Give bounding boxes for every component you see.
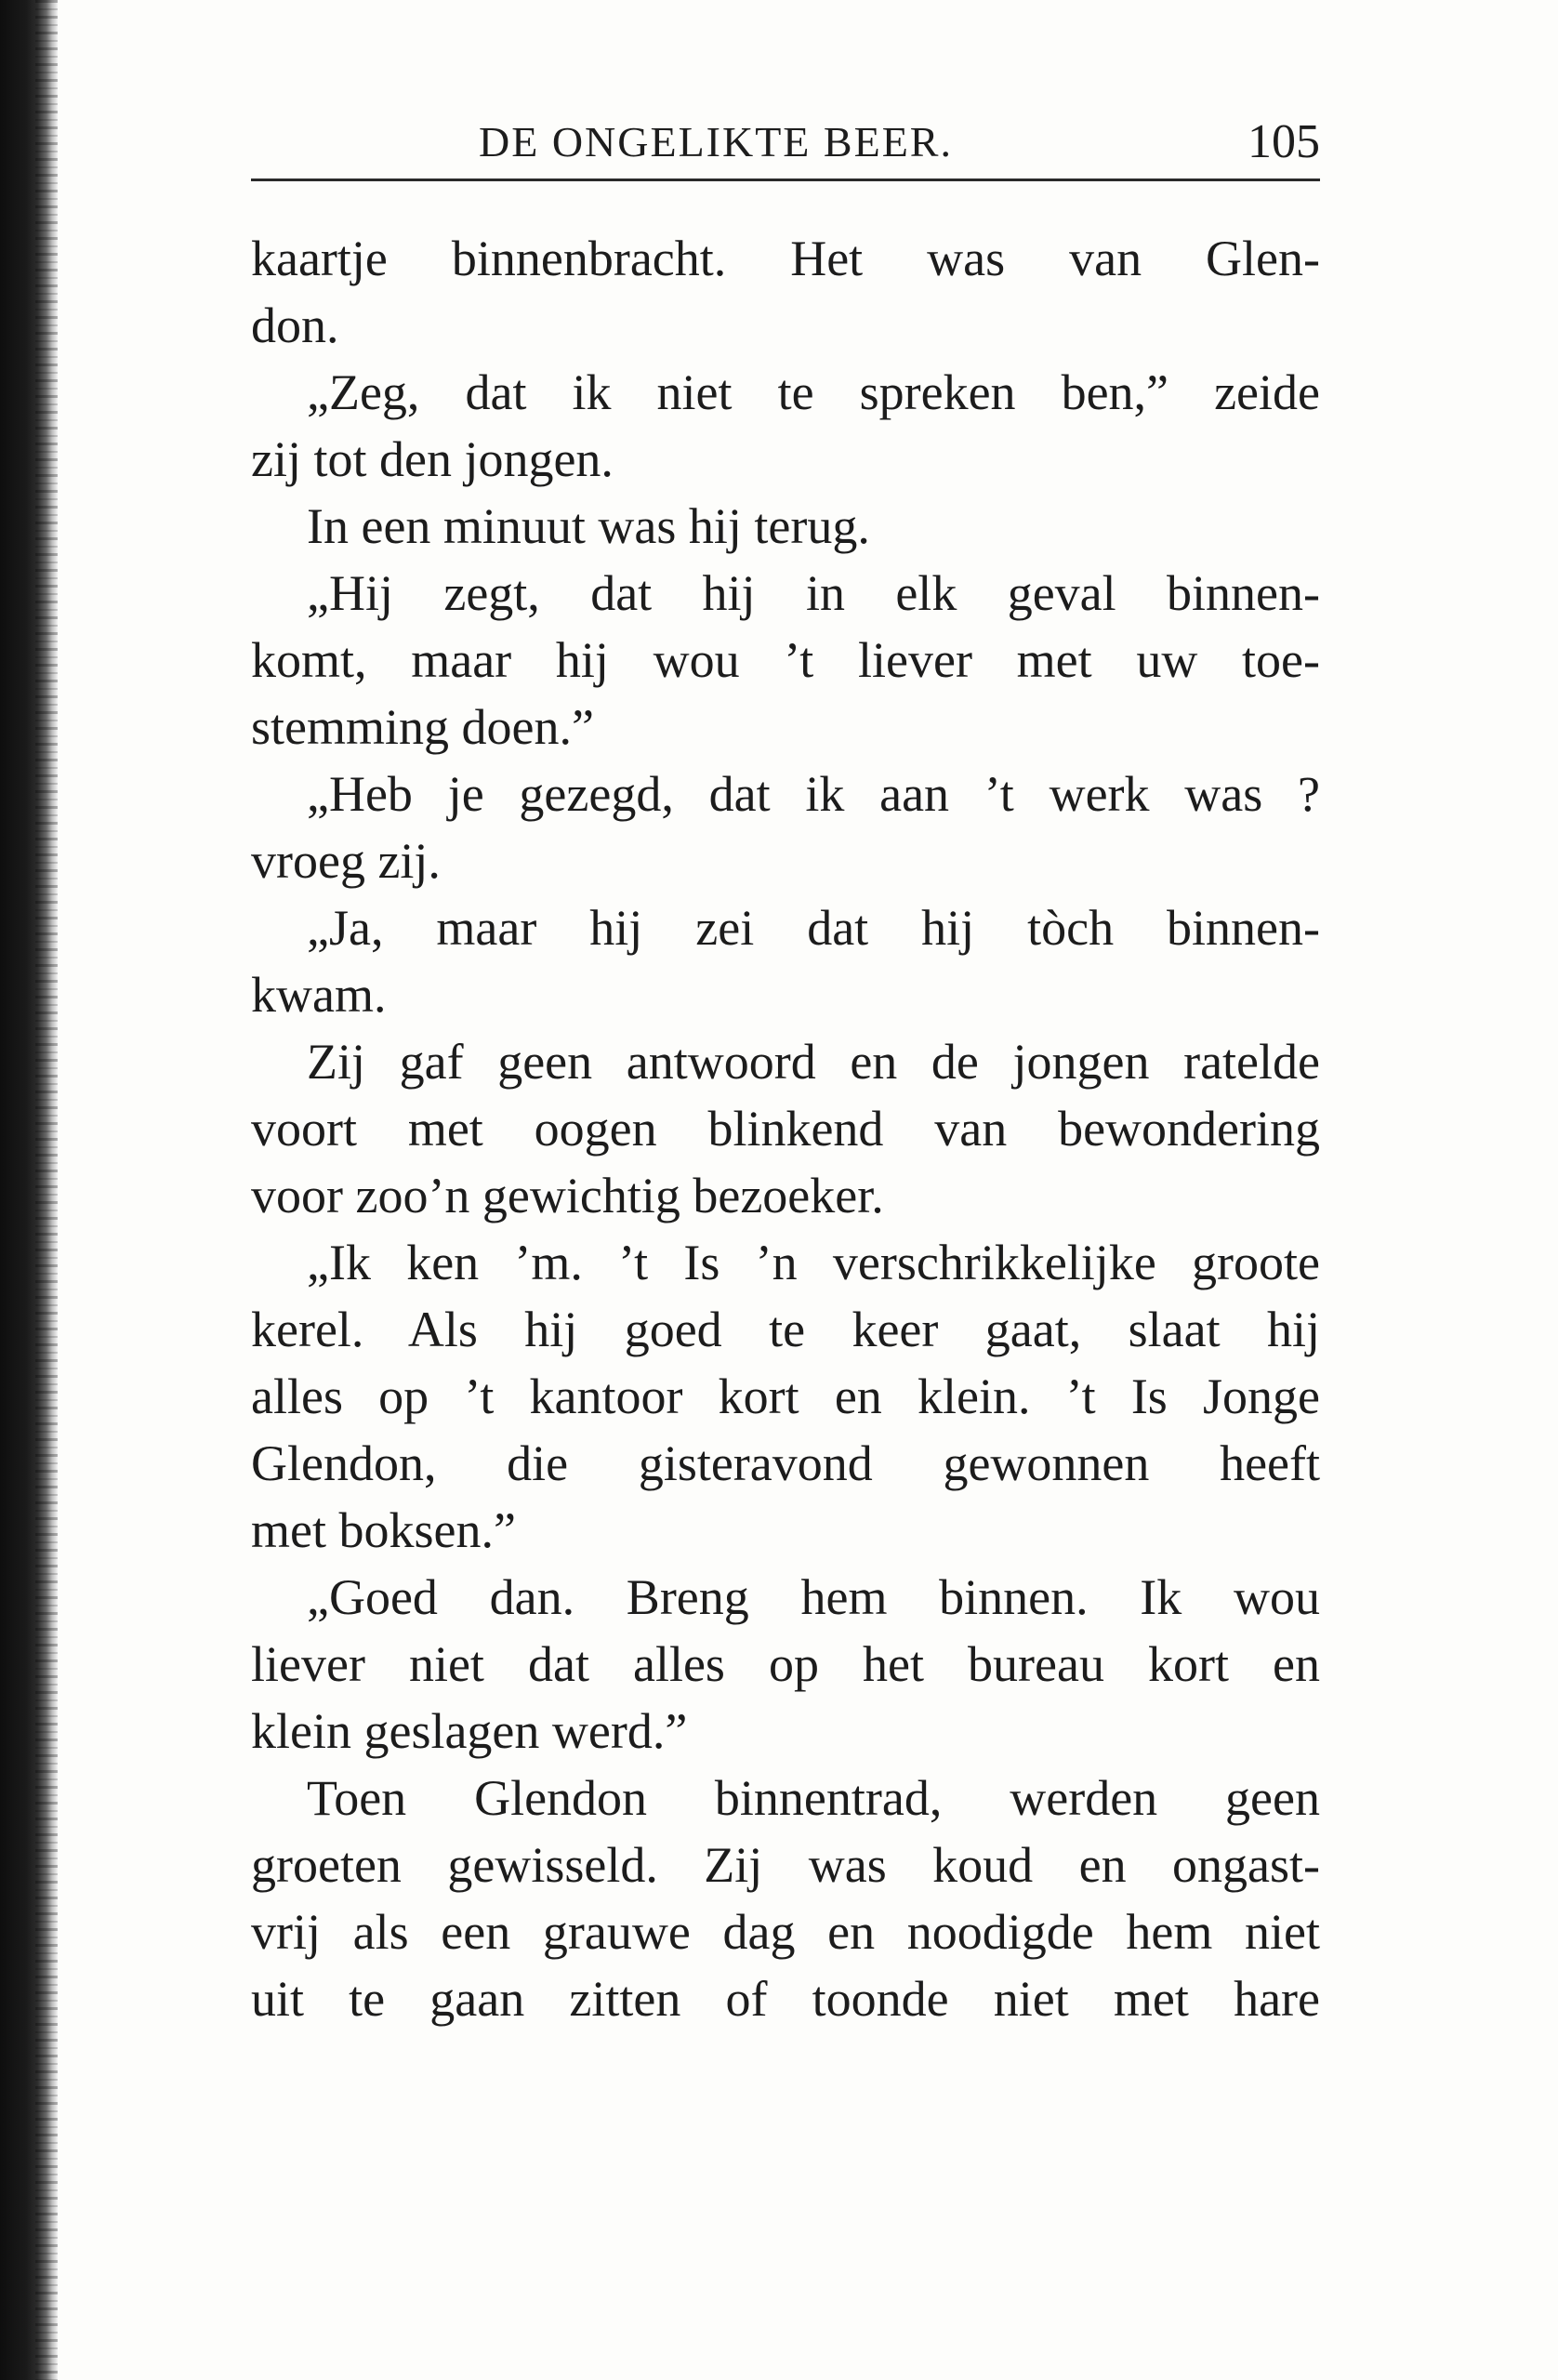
text-line: kaartje binnenbracht. Het was van Glen- [251,231,1320,286]
text-line: uit te gaan zitten of toonde niet met hare [251,1971,1320,2027]
header-rule [251,178,1320,181]
text-line: „Heb je gezegd, dat ik aan ’t werk was ? [307,766,1320,822]
text-line: „Hij zegt, dat hij in elk geval binnen- [307,565,1320,621]
text-line: voort met oogen blinkend van bewondering [251,1101,1320,1157]
running-head [251,110,1320,175]
body-text [251,225,1320,2032]
text-line: Glendon, die gisteravond gewonnen heeft [251,1435,1320,1491]
text-line: Zij gaf geen antwoord en de jongen ratelde [307,1034,1320,1090]
text-line: „Ja, maar hij zei dat hij tòch binnen- [307,900,1320,956]
binding-shadow [35,0,58,2380]
text-line: kerel. Als hij goed te keer gaat, slaat hij [251,1302,1320,1357]
text-line: liever niet dat alles op het bureau kort en [251,1636,1320,1692]
text-line: klein geslagen werd.” [251,1703,688,1759]
text-line: vrij als een grauwe dag en noodigde hem niet [251,1904,1320,1960]
text-line: groeten gewisseld. Zij was koud en ongast- [251,1837,1320,1893]
text-line: „Ik ken ’m. ’t Is ’n verschrikkelijke groote [307,1235,1320,1290]
text-line: vroeg zij. [251,833,441,889]
text-line: don. [251,298,339,353]
text-line: In een minuut was hij terug. [307,498,870,554]
page-number: 105 [1248,115,1320,168]
running-title: DE ONGELIKTE BEER. [479,118,953,165]
text-line: „Goed dan. Breng hem binnen. Ik wou [307,1569,1320,1625]
text-line: stemming doen.” [251,699,594,755]
text-line: alles op ’t kantoor kort en klein. ’t Is Jonge [251,1368,1320,1424]
text-line: komt, maar hij wou ’t liever met uw toe- [251,632,1320,688]
text-line: zij tot den jongen. [251,431,614,487]
text-line: kwam. [251,967,387,1023]
text-line: „Zeg, dat ik niet te spreken ben,” zeide [307,364,1320,420]
text-line: voor zoo’n gewichtig bezoeker. [251,1168,884,1223]
text-line: met boksen.” [251,1502,516,1558]
text-line: Toen Glendon binnentrad, werden geen [307,1770,1320,1826]
